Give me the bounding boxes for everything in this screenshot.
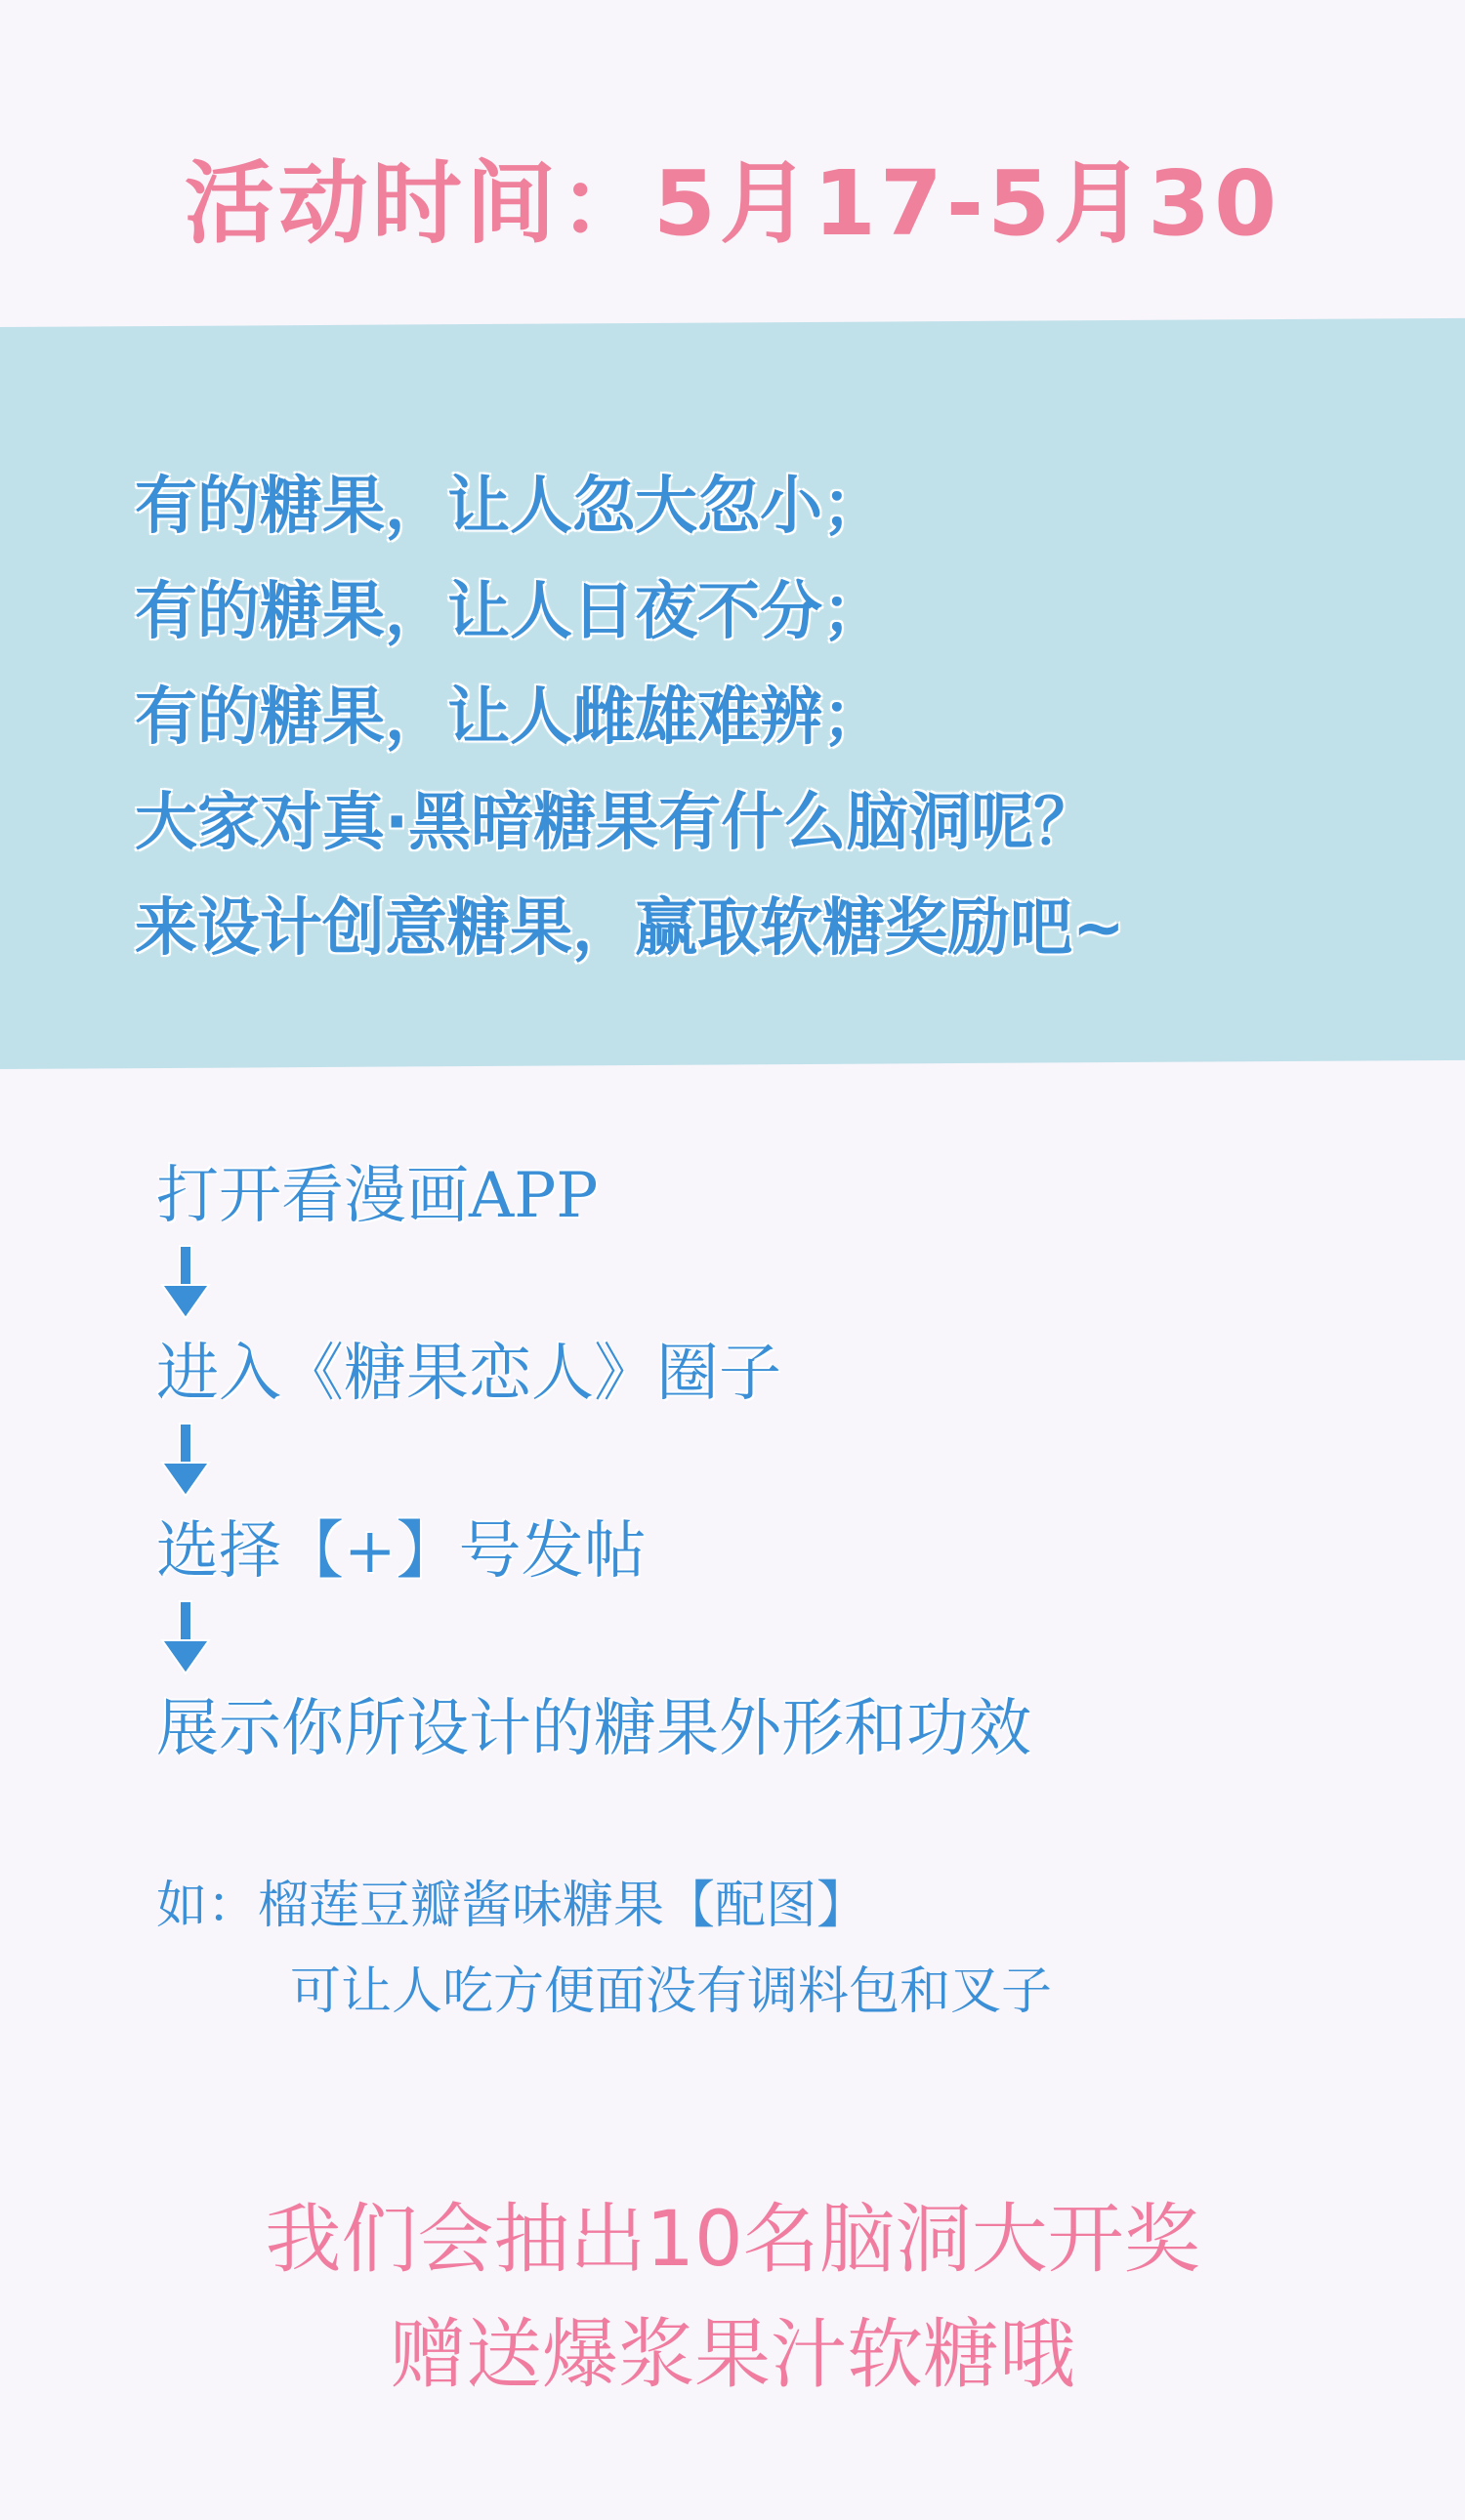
participation-steps	[156, 1152, 1426, 1773]
step-select-plus: 选择【+】号发帖	[156, 1515, 647, 1588]
step-open-app: 打开看漫画APP	[156, 1160, 599, 1232]
prize-line: 赠送爆浆果汁软糖哦	[389, 2311, 1075, 2399]
prize-announcement	[0, 2182, 1465, 2413]
step-enter-circle: 进入《糖果恋人》圈子	[156, 1338, 781, 1410]
intro-line: 来设计创意糖果，赢取软糖奖励吧~	[135, 892, 1125, 965]
arrow-down-icon	[156, 1595, 215, 1685]
intro-text-block	[135, 454, 1404, 981]
step-show-design: 展示你所设计的糖果外形和功效	[156, 1693, 1031, 1765]
arrow-down-icon	[156, 1240, 215, 1330]
example-block	[156, 1863, 1426, 2035]
example-line: 可让人吃方便面没有调料包和叉子	[290, 1962, 1053, 2021]
example-line: 如：榴莲豆瓣酱味糖果【配图】	[156, 1877, 868, 1935]
event-period-title: 活动时间：5月17-5月30	[184, 151, 1281, 256]
intro-line: 大家对真·黑暗糖果有什么脑洞呢？	[135, 787, 1097, 859]
intro-line: 有的糖果，让人日夜不分；	[135, 576, 885, 648]
prize-line: 我们会抽出10名脑洞大开奖	[265, 2196, 1200, 2284]
arrow-down-icon	[156, 1418, 215, 1508]
intro-line: 有的糖果，让人雌雄难辨；	[135, 682, 885, 754]
intro-line: 有的糖果，让人忽大忽小；	[135, 471, 885, 543]
